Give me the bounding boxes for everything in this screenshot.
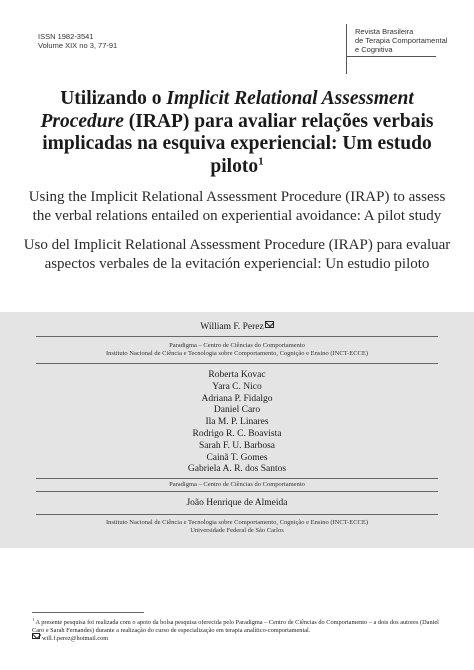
affiliation: Instituto Nacional de Ciência e Tecnologia sobre Comportamento, Cognição e Ensino (INCT-ECCE) xyxy=(105,350,368,357)
authors-section xyxy=(0,312,474,548)
header-divider xyxy=(346,24,347,74)
author-separator xyxy=(36,491,438,492)
envelope-icon xyxy=(32,633,40,639)
title-italic-text: Implicit Relational Assessment Procedure xyxy=(40,88,414,132)
author-name: William F. Perez xyxy=(200,322,264,332)
affiliation: Paradigma – Centro de Ciências do Comportamento xyxy=(169,342,305,349)
journal-meta xyxy=(38,32,117,50)
issn: ISSN 1982-3541 xyxy=(38,32,94,41)
affiliation: Universidade Federal de São Carlos xyxy=(190,527,284,534)
author-name: Daniel Caro xyxy=(213,405,261,416)
author-name: Adriana P. Fidalgo xyxy=(201,393,273,404)
journal-name xyxy=(355,27,447,54)
affiliation: Instituto Nacional de Ciência e Tecnologia sobre Comportamento, Cognição e Ensino (INCT-ECCE) xyxy=(105,519,368,526)
footnote-mark: 1 xyxy=(32,617,35,622)
author-separator xyxy=(36,514,438,515)
author-name: Yara C. Nico xyxy=(212,381,262,392)
author-name: Roberta Kovac xyxy=(208,370,266,380)
volume-info: Volume XIX no 3, 77-91 xyxy=(38,41,118,50)
author-name: Ila M. P. Linares xyxy=(205,417,269,428)
title-text: Utilizando o xyxy=(60,88,167,109)
email-address[interactable]: will.f.perez@hotmail.com xyxy=(42,635,109,642)
affiliation: Paradigma – Centro de Ciências do Comportamento xyxy=(169,481,305,488)
first-author xyxy=(0,321,474,333)
author-name: Rodrigo R. C. Boavista xyxy=(192,429,282,439)
author-separator xyxy=(36,478,438,479)
journal-name-line: de Terapia Comportamental xyxy=(355,36,448,45)
title-portuguese xyxy=(20,88,454,178)
title-text: (IRAP) para avaliar relações verbais implicadas na esquiva experiencial: Um estudo piloto xyxy=(42,110,434,177)
author-separator xyxy=(36,336,438,337)
envelope-icon[interactable] xyxy=(265,321,274,328)
author-separator xyxy=(36,363,438,364)
journal-name-line: e Cognitiva xyxy=(355,45,393,54)
header-divider-horizontal xyxy=(346,56,436,57)
journal-name-line: Revista Brasileira xyxy=(355,27,414,36)
footnote-mark[interactable]: 1 xyxy=(258,155,264,167)
author-name: Sarah F. U. Barbosa xyxy=(198,440,276,451)
author-name: Gabriela A. R. dos Santos xyxy=(187,464,287,475)
footnote-text: A presente pesquisa foi realizada com o apoio da bolsa pesquisa oferecida pelo Paradigma – Centro de Ciências do Comportamento – a dois dos autores (Daniel Caro e Sarah Fernandes) durante a realização do curso de especialização em terapia analítico-comportamental. xyxy=(32,619,439,635)
footnote-rule xyxy=(32,612,144,613)
title-english: Using the Implicit Relational Assessment Procedure (IRAP) to assess the verbal relations entailed on experiential avoidance: A pilot study xyxy=(28,189,446,224)
author-name: Cainã T. Gomes xyxy=(206,452,268,463)
last-author: João Henrique de Almeida xyxy=(186,498,288,508)
title-spanish: Uso del Implicit Relational Assessment Procedure (IRAP) para evaluar aspectos verbales de la evitación experiencial: Un estudio piloto xyxy=(23,237,451,272)
contact-email xyxy=(32,633,108,643)
